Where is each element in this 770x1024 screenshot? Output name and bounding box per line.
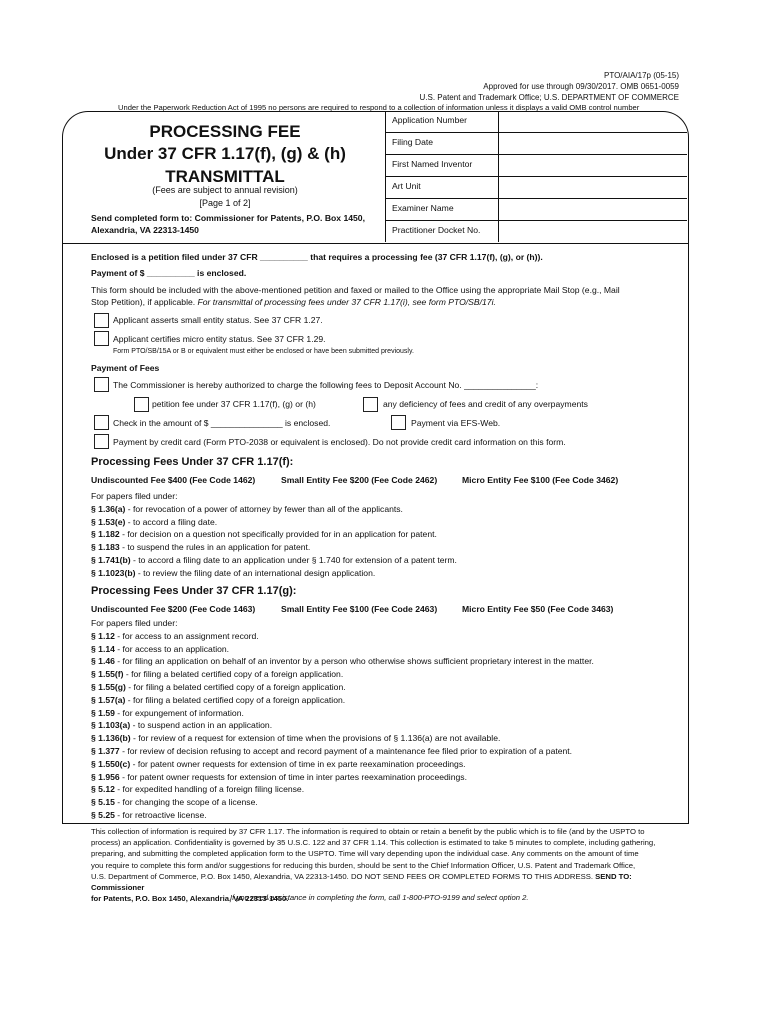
- assistance-line: If you need assistance in completing the form, call 1-800-PTO-9199 and select option 2.: [230, 893, 529, 902]
- list-intro: For papers filed under:: [91, 618, 178, 628]
- list-item: § 1.103(a) - to suspend action in an application.: [91, 720, 273, 731]
- section-g-undiscounted: Undiscounted Fee $200 (Fee Code 1463): [91, 604, 256, 614]
- section-g-heading: Processing Fees Under 37 CFR 1.17(g):: [91, 585, 297, 597]
- list-item: § 1.53(e) - to accord a filing date.: [91, 516, 218, 527]
- list-item: § 1.12 - for access to an assignment record.: [91, 630, 259, 641]
- list-item: § 1.36(a) - for revocation of a power of attorney by fewer than all of the applicants.: [91, 503, 403, 514]
- efs-label: Payment via EFS-Web.: [411, 418, 501, 428]
- agency-line: U.S. Patent and Trademark Office; U.S. DEPARTMENT OF COMMERCE: [419, 93, 679, 102]
- instructions-line-1: This form should be included with the above-mentioned petition and faxed or mailed to the Office using the appropriate Mail Stop (e.g., Mail: [91, 285, 620, 295]
- list-item: § 1.46 - for filing an application on behalf of an inventor by a person who otherwise shows sufficient proprietary interest in the matter.: [91, 656, 594, 667]
- list-item: § 1.57(a) - for filing a belated certified copy of a foreign application.: [91, 694, 346, 705]
- list-item: § 1.377 - for review of decision refusing to accept and record payment of a maintenance fee filed prior to expiration of a patent.: [91, 745, 573, 756]
- efs-checkbox[interactable]: [391, 415, 406, 430]
- section-g-small: Small Entity Fee $100 (Fee Code 2463): [281, 604, 438, 614]
- list-item: § 1.59 - for expungement of information.: [91, 707, 244, 718]
- field-first-named-inventor: First Named Inventor: [385, 155, 687, 177]
- form-subtitle: Under 37 CFR 1.17(f), (g) & (h): [104, 144, 346, 163]
- list-item: § 1.55(f) - for filing a belated certified copy of a foreign application.: [91, 669, 344, 680]
- list-item: § 1.741(b) - to accord a filing date to an application under § 1.740 for extension of a patent term.: [91, 554, 457, 565]
- page-indicator: [Page 1 of 2]: [199, 198, 251, 208]
- section-f-undiscounted: Undiscounted Fee $400 (Fee Code 1462): [91, 475, 256, 485]
- list-item: § 1.550(c) - for patent owner requests for extension of time in ex parte reexamination proceedings.: [91, 758, 466, 769]
- instructions-line-2: Stop Petition), if applicable. For transmittal of processing fees under 37 CFR 1.17(i), see form PTO/SB/17i.: [91, 297, 496, 307]
- credit-card-checkbox[interactable]: [94, 434, 109, 449]
- send-address: Send completed form to: Commissioner for Patents, P.O. Box 1450, Alexandria, VA 22313-1450: [91, 213, 365, 235]
- deficiency-label: any deficiency of fees and credit of any overpayments: [383, 399, 588, 409]
- application-number-input[interactable]: [498, 111, 687, 132]
- section-g-list: [91, 617, 594, 822]
- burden-statement: This collection of information is required by 37 CFR 1.17. The information is required to obtain or retain a benefit by the public which is to file (and by the USPTO to process) an application. Confidentiality is governed by 35 U.S.C. 122 and 37 CFR 1.14. This collection is estimated to take 5 minutes to complete, including gathering, preparing, and submitting the completed application form to the USPTO. Time will vary depending upon the individual case. Any comments on the amount of time you require to complete this form and/or suggestions for reducing this burden, should be sent to the Chief Information Officer, U.S. Patent and Trademark Office, U.S. Department of Commerce, P.O. Box 1450, Alexandria, VA 22313-1450. DO NOT SEND FEES OR COMPLETED FORMS TO THIS ADDRESS. SEND TO: Commissioner for Patents, P.O. Box 1450, Alexandria, VA 22313-1450.: [91, 827, 656, 904]
- examiner-input[interactable]: [498, 199, 687, 220]
- enclosed-petition-line: Enclosed is a petition filed under 37 CFR __________ that requires a processing fee (37 CFR 1.17(f), (g), or (h)).: [91, 252, 543, 262]
- list-item: § 1.956 - for patent owner requests for extension of time in inter partes reexamination proceedings.: [91, 771, 467, 782]
- field-examiner-name: Examiner Name: [385, 199, 687, 221]
- section-f-small: Small Entity Fee $200 (Fee Code 2462): [281, 475, 438, 485]
- deficiency-checkbox[interactable]: [363, 397, 378, 412]
- art-unit-input[interactable]: [498, 177, 687, 198]
- credit-card-label: Payment by credit card (Form PTO-2038 or equivalent is enclosed). Do not provide credit card information on this form.: [113, 437, 566, 447]
- application-fields: [385, 111, 687, 242]
- list-item: § 1.136(b) - for review of a request for extension of time when the provisions of § 1.136(a) are not available.: [91, 733, 501, 744]
- form-id: PTO/AIA/17p (05-15): [604, 71, 679, 80]
- check-label: Check in the amount of $ _______________ is enclosed.: [113, 418, 331, 428]
- inventor-input[interactable]: [498, 155, 687, 176]
- payment-amount-line: Payment of $ __________ is enclosed.: [91, 268, 247, 278]
- section-f-heading: Processing Fees Under 37 CFR 1.17(f):: [91, 456, 294, 468]
- micro-entity-checkbox[interactable]: [94, 331, 109, 346]
- check-checkbox[interactable]: [94, 415, 109, 430]
- section-g-micro: Micro Entity Fee $50 (Fee Code 3463): [462, 604, 614, 614]
- list-item: § 1.55(g) - for filing a belated certified copy of a foreign application.: [91, 681, 346, 692]
- list-item: § 1.1023(b) - to review the filing date of an international design application.: [91, 567, 376, 578]
- section-f-micro: Micro Entity Fee $100 (Fee Code 3462): [462, 475, 619, 485]
- field-art-unit: Art Unit: [385, 177, 687, 199]
- payment-heading: Payment of Fees: [91, 363, 160, 373]
- list-item: § 1.183 - to suspend the rules in an application for patent.: [91, 542, 311, 553]
- list-item: § 5.15 - for changing the scope of a license.: [91, 797, 258, 808]
- paperwork-notice: Under the Paperwork Reduction Act of 1995 no persons are required to respond to a collection of information unless it displays a valid OMB control number: [118, 103, 640, 112]
- list-intro: For papers filed under:: [91, 491, 178, 501]
- field-filing-date: Filing Date: [385, 133, 687, 155]
- omb-approval: Approved for use through 09/30/2017. OMB 0651-0059: [483, 82, 679, 91]
- micro-entity-note: Form PTO/SB/15A or B or equivalent must either be enclosed or have been submitted previously.: [113, 348, 414, 355]
- micro-entity-label: Applicant certifies micro entity status. See 37 CFR 1.29.: [113, 334, 326, 344]
- field-docket-number: Practitioner Docket No.: [385, 221, 687, 242]
- form-title-transmittal: TRANSMITTAL: [165, 167, 285, 186]
- list-item: § 1.182 - for decision on a question not specifically provided for in an application for patent.: [91, 529, 437, 540]
- form-title: PROCESSING FEE: [149, 122, 301, 141]
- deposit-account-checkbox[interactable]: [94, 377, 109, 392]
- list-item: § 1.14 - for access to an application.: [91, 643, 230, 654]
- fee-revision-note: (Fees are subject to annual revision): [152, 185, 298, 195]
- small-entity-label: Applicant asserts small entity status. See 37 CFR 1.27.: [113, 315, 323, 325]
- petition-fee-label: petition fee under 37 CFR 1.17(f), (g) or (h): [152, 399, 316, 409]
- petition-fee-checkbox[interactable]: [134, 397, 149, 412]
- list-item: § 5.25 - for retroactive license.: [91, 809, 207, 820]
- list-item: § 5.12 - for expedited handling of a foreign filing license.: [91, 784, 305, 795]
- section-f-list: [91, 490, 457, 580]
- docket-input[interactable]: [498, 221, 687, 242]
- deposit-account-label: The Commissioner is hereby authorized to charge the following fees to Deposit Account No. _______________:: [113, 380, 539, 390]
- field-application-number: Application Number: [385, 111, 687, 133]
- small-entity-checkbox[interactable]: [94, 313, 109, 328]
- filing-date-input[interactable]: [498, 133, 687, 154]
